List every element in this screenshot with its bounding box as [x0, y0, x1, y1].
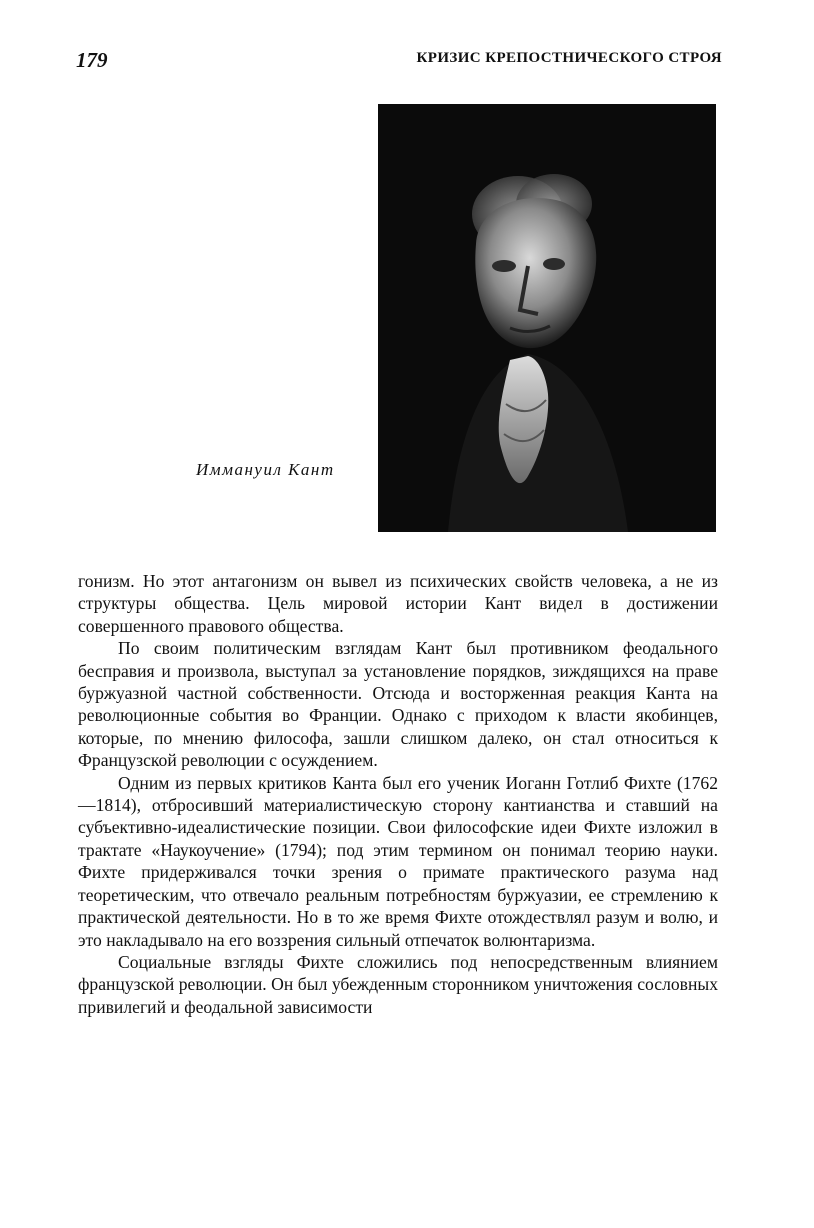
body-text [78, 570, 718, 1018]
paragraph-continuation: гонизм. Но этот антагонизм он вывел из психических свойств человека, а не из структуры общества. Цель мировой истории Кант видел в достижении совершенного правового общества. [78, 571, 718, 636]
running-title: КРИЗИС КРЕПОСТНИЧЕСКОГО СТРОЯ [416, 50, 722, 66]
portrait-illustration [378, 104, 716, 532]
paragraph-fichte: Одним из первых критиков Канта был его ученик Иоганн Готлиб Фихте (1762—1814), отбросивший материалистическую сторону кантианства и ставший на субъективно-идеалистические позиции. Свои философские идеи Фихте изложил в трактате «Наукоучение» (1794); под этим термином он понимал теорию науки. Фихте придерживался точки зрения о примате практического разума над теоретическим, что отвечало реальным потребностям буржуазии, ее стремлению к практической деятельности. Но в то же время Фихте отождествлял разум и волю, и это накладывало на его воззрения сильный отпечаток волюнтаризма. [78, 772, 718, 950]
page-number: 179 [76, 48, 108, 72]
kant-portrait-image [378, 104, 716, 532]
paragraph-kant-politics: По своим политическим взглядам Кант был противником феодального бесправия и произвола, выступал за установление порядков, зиждящихся на праве буржуазной частной собственности. Отсюда и восторженная реакция Канта на революционные события во Франции. Однако с приходом к власти якобинцев, которые, по мнению философа, зашли слишком далеко, он стал относиться к Французской революции с осуждением. [78, 638, 718, 771]
paragraph-fichte-social: Социальные взгляды Фихте сложились под непосредственным влиянием французской революции. Он был убежденным сторонником уничтожения сословных привилегий и феодальной зависимости [78, 951, 718, 1017]
portrait-caption: Иммануил Кант [196, 460, 335, 479]
